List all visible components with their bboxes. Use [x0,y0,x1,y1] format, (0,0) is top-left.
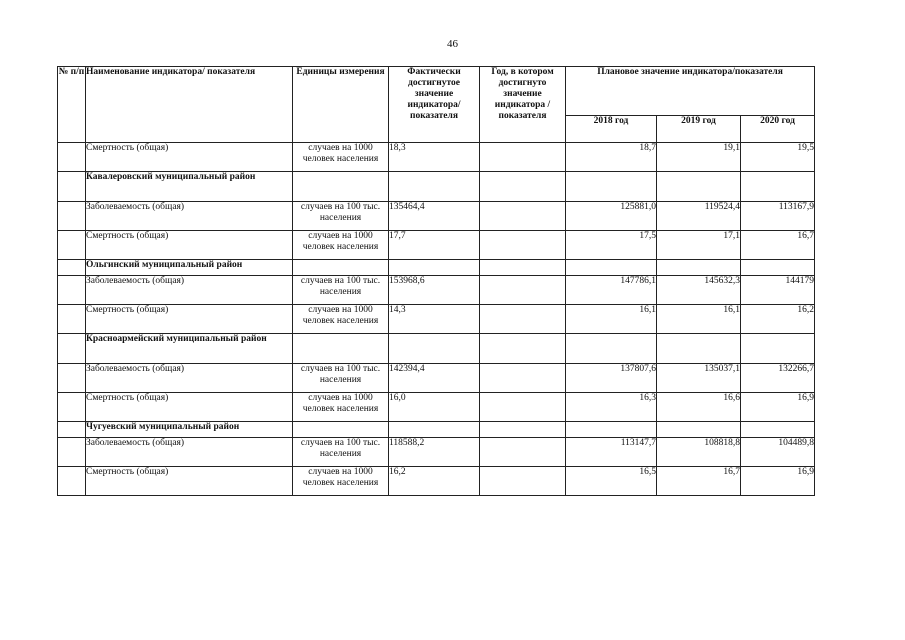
district-name: Ольгинский муниципальный район [86,260,293,276]
value-2020-cell: 16,2 [741,305,815,334]
table-row [58,467,815,496]
year-achieved-cell [480,438,566,467]
indicator-name: Смертность (общая) [86,393,293,422]
value-2019-cell: 17,1 [657,231,741,260]
indicator-name: Смертность (общая) [86,143,293,172]
value-2020-cell: 132266,7 [741,364,815,393]
actual-value-cell: 18,3 [389,143,480,172]
empty-cell [389,260,480,276]
row-number-cell [58,231,86,260]
actual-value-cell: 17,7 [389,231,480,260]
table-row [58,231,815,260]
empty-cell [741,334,815,364]
row-number-cell [58,467,86,496]
table-row [58,305,815,334]
empty-cell [389,422,480,438]
empty-cell [293,422,389,438]
empty-cell [389,334,480,364]
header-indicator-name: Наименование индикатора/ показателя [86,67,293,143]
empty-cell [480,334,566,364]
unit-cell: случаев на 100 тыс. населения [293,276,389,305]
unit-cell: случаев на 1000 человек населения [293,231,389,260]
unit-cell: случаев на 1000 человек населения [293,143,389,172]
value-2018-cell: 137807,6 [566,364,657,393]
empty-cell [566,172,657,202]
indicator-table [57,66,815,496]
district-name: Красноармейский муниципальный район [86,334,293,364]
year-achieved-cell [480,231,566,260]
empty-cell [657,172,741,202]
empty-cell [657,260,741,276]
header-year-2020: 2020 год [741,116,815,143]
value-2019-cell: 16,6 [657,393,741,422]
row-number-cell [58,202,86,231]
year-achieved-cell [480,364,566,393]
value-2018-cell: 125881,0 [566,202,657,231]
row-number-cell [58,438,86,467]
actual-value-cell: 14,3 [389,305,480,334]
unit-cell: случаев на 1000 человек населения [293,393,389,422]
year-achieved-cell [480,393,566,422]
unit-cell: случаев на 100 тыс. населения [293,202,389,231]
value-2018-cell: 16,5 [566,467,657,496]
row-number-cell [58,364,86,393]
header-year-2019: 2019 год [657,116,741,143]
empty-cell [389,172,480,202]
empty-cell [293,172,389,202]
header-actual-value: Фактически достигнутое значение индикатора/ показателя [389,67,480,143]
indicator-name: Смертность (общая) [86,467,293,496]
table-row [58,202,815,231]
actual-value-cell: 153968,6 [389,276,480,305]
value-2019-cell: 119524,4 [657,202,741,231]
value-2020-cell: 16,9 [741,393,815,422]
table-row [58,143,815,172]
unit-cell: случаев на 100 тыс. населения [293,364,389,393]
row-number-cell [58,393,86,422]
value-2020-cell: 104489,8 [741,438,815,467]
actual-value-cell: 16,0 [389,393,480,422]
value-2019-cell: 135037,1 [657,364,741,393]
empty-cell [480,422,566,438]
empty-cell [741,422,815,438]
empty-cell [293,334,389,364]
value-2018-cell: 17,5 [566,231,657,260]
row-number-cell [58,260,86,276]
value-2018-cell: 113147,7 [566,438,657,467]
actual-value-cell: 16,2 [389,467,480,496]
row-number-cell [58,422,86,438]
actual-value-cell: 142394,4 [389,364,480,393]
district-row [58,422,815,438]
empty-cell [657,422,741,438]
unit-cell: случаев на 100 тыс. населения [293,438,389,467]
district-row [58,172,815,202]
value-2018-cell: 18,7 [566,143,657,172]
actual-value-cell: 118588,2 [389,438,480,467]
value-2018-cell: 147786,1 [566,276,657,305]
value-2020-cell: 113167,9 [741,202,815,231]
header-planned-value: Плановое значение индикатора/показателя [566,67,815,116]
year-achieved-cell [480,202,566,231]
year-achieved-cell [480,276,566,305]
value-2019-cell: 108818,8 [657,438,741,467]
table-row [58,438,815,467]
empty-cell [566,260,657,276]
row-number-cell [58,305,86,334]
header-year-achieved: Год, в котором достигнуто значение индикатора /показателя [480,67,566,143]
value-2018-cell: 16,1 [566,305,657,334]
district-name: Кавалеровский муниципальный район [86,172,293,202]
actual-value-cell: 135464,4 [389,202,480,231]
district-name: Чугуевский муниципальный район [86,422,293,438]
table-row [58,276,815,305]
value-2019-cell: 19,1 [657,143,741,172]
table-row [58,393,815,422]
empty-cell [293,260,389,276]
year-achieved-cell [480,305,566,334]
value-2019-cell: 145632,3 [657,276,741,305]
value-2019-cell: 16,1 [657,305,741,334]
indicator-name: Смертность (общая) [86,305,293,334]
district-row [58,334,815,364]
header-year-2018: 2018 год [566,116,657,143]
unit-cell: случаев на 1000 человек населения [293,467,389,496]
indicator-name: Заболеваемость (общая) [86,438,293,467]
indicator-name: Заболеваемость (общая) [86,276,293,305]
table-row [58,364,815,393]
empty-cell [566,422,657,438]
year-achieved-cell [480,467,566,496]
indicator-name: Заболеваемость (общая) [86,202,293,231]
value-2020-cell: 19,5 [741,143,815,172]
value-2020-cell: 16,9 [741,467,815,496]
page-number: 46 [447,38,458,50]
table-body [58,143,815,496]
indicator-name: Смертность (общая) [86,231,293,260]
year-achieved-cell [480,143,566,172]
empty-cell [566,334,657,364]
empty-cell [657,334,741,364]
row-number-cell [58,143,86,172]
value-2019-cell: 16,7 [657,467,741,496]
empty-cell [480,260,566,276]
indicator-name: Заболеваемость (общая) [86,364,293,393]
unit-cell: случаев на 1000 человек населения [293,305,389,334]
header-unit: Единицы измерения [293,67,389,143]
empty-cell [741,172,815,202]
value-2018-cell: 16,3 [566,393,657,422]
value-2020-cell: 16,7 [741,231,815,260]
district-row [58,260,815,276]
empty-cell [480,172,566,202]
row-number-cell [58,172,86,202]
row-number-cell [58,276,86,305]
value-2020-cell: 144179 [741,276,815,305]
empty-cell [741,260,815,276]
row-number-cell [58,334,86,364]
header-number: № п/п [58,67,86,143]
